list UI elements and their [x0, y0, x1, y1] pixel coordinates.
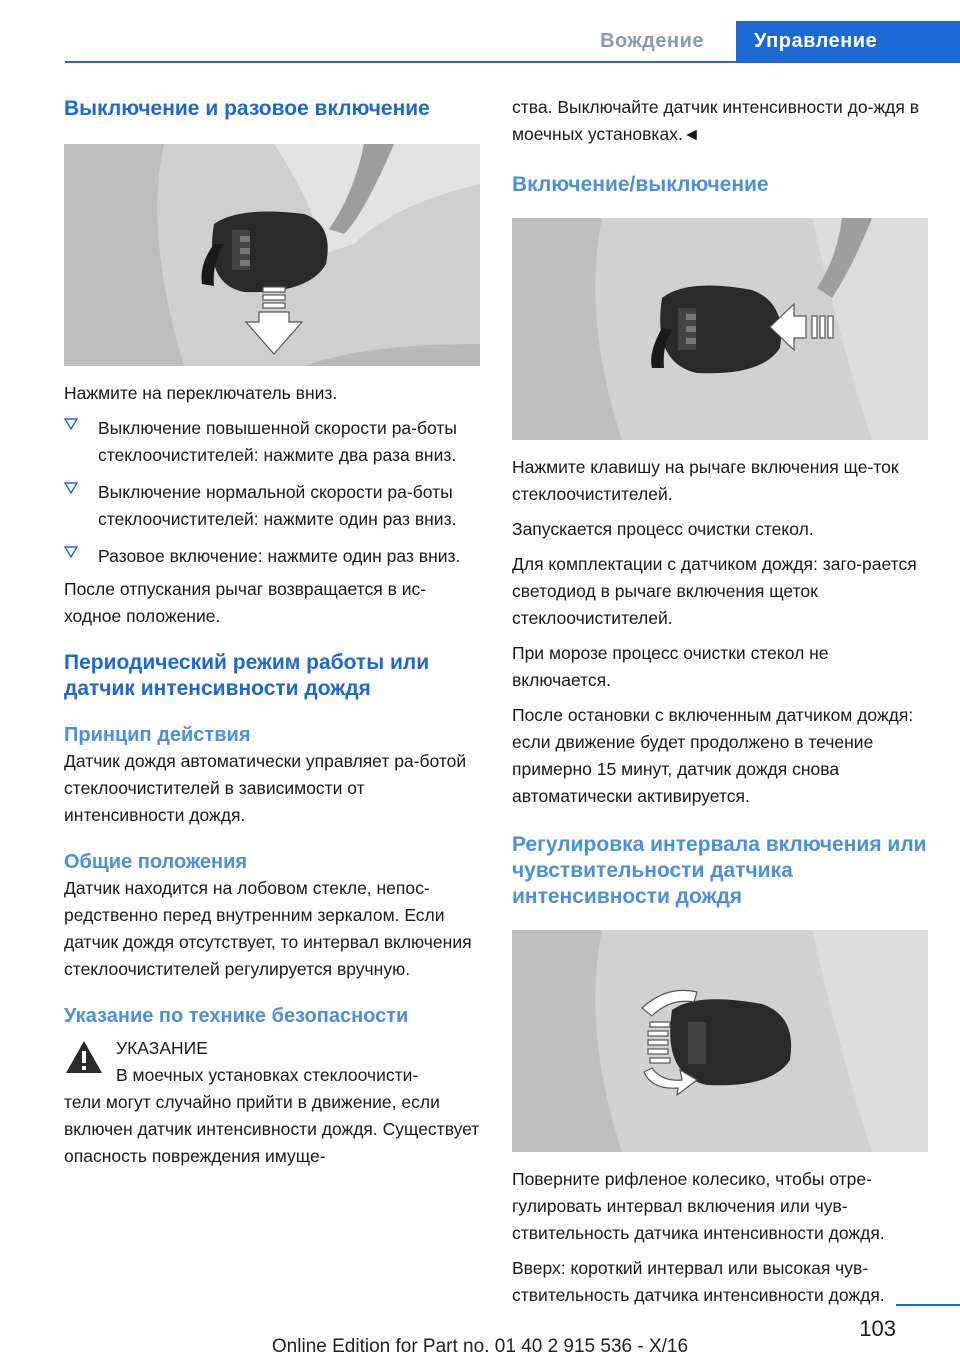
text-release: После отпускания рычаг возвращается в ис-ходное положение.	[64, 579, 427, 626]
text-turn-wheel: Поверните рифленое колесико, чтобы отре-гулировать интервал включения или чув-ствительность датчика интенсивности дождя.	[512, 1169, 885, 1243]
triangle-bullet-icon	[64, 481, 78, 495]
heading-general: Общие положения	[64, 851, 248, 873]
triangle-bullet-icon	[64, 417, 78, 431]
footer-rule	[896, 1304, 960, 1306]
text-start: Запускается процесс очистки стекол.	[512, 519, 814, 539]
heading-principle: Принцип действия	[64, 724, 251, 746]
left-column	[64, 96, 480, 1170]
text-press-button: Нажмите клавишу на рычаге включения ще-ток стеклоочистителей.	[512, 457, 899, 504]
bullet-text: Выключение нормальной скорости ра-боты стеклоочистителей: нажмите один раз вниз.	[98, 482, 457, 529]
section-tab[interactable]: Вождение	[600, 30, 704, 52]
right-column	[512, 96, 928, 1317]
bullet-list	[64, 415, 480, 570]
page-number: 103	[859, 1316, 896, 1341]
text-led: Для комплектации с датчиком дождя: заго-рается светодиод в рычаге включения щеток стеклоочистителей.	[512, 554, 917, 628]
text-press-down: Нажмите на переключатель вниз.	[64, 383, 338, 403]
text-general: Датчик находится на лобовом стекле, непос-редственно перед внутренним зеркалом. Если датчик дождя отсутствует, то интервал включения стеклоочистителей регулируется вручную.	[64, 878, 472, 979]
knurled-wheel-illustration	[512, 930, 928, 1152]
heading-on-off: Включение/выключение	[512, 173, 769, 196]
chapter-tab[interactable]: Управление	[736, 21, 960, 61]
heading-off-single: Выключение и разовое включение	[64, 97, 430, 120]
figure-lever-button	[512, 218, 928, 440]
text-after-stop: После остановки с включенным датчиком дождя: если движение будет продолжено в течение примерно 15 минут, датчик дождя снова автоматически активируется.	[512, 705, 914, 806]
figure-lever-press-down	[64, 144, 480, 366]
heading-interval-mode: Периодический режим работы или датчик интенсивности дождя	[64, 651, 430, 700]
text-continued: ства. Выключайте датчик интенсивности до-ждя в моечных установках.◄	[512, 97, 920, 144]
heading-adjust: Регулировка интервала включения или чувствительности датчика интенсивности дождя	[512, 833, 927, 908]
text-principle: Датчик дождя автоматически управляет ра-ботой стеклоочистителей в зависимости от интенсивности дождя.	[64, 751, 467, 825]
warning-triangle-icon	[64, 1039, 104, 1075]
warning-box	[64, 1035, 480, 1170]
triangle-bullet-icon	[64, 545, 78, 559]
list-item	[64, 415, 480, 469]
edition-footer: Online Edition for Part no. 01 40 2 915 536 - X/16	[271, 1336, 689, 1357]
list-item	[64, 543, 480, 570]
text-frost: При морозе процесс очистки стекол не включается.	[512, 643, 829, 690]
heading-safety: Указание по технике безопасности	[64, 1005, 409, 1027]
text-up: Вверх: короткий интервал или высокая чув-ствительность датчика интенсивности дождя.	[512, 1258, 885, 1305]
bullet-text: Разовое включение: нажмите один раз вниз.	[98, 546, 461, 566]
warning-text: тели могут случайно прийти в движение, если включен датчик интенсивности дождя. Существует опасность повреждения имуще-	[64, 1092, 480, 1166]
lever-press-down-illustration	[64, 144, 480, 366]
bullet-text: Выключение повышенной скорости ра-боты стеклоочистителей: нажмите два раза вниз.	[98, 418, 457, 465]
list-item	[64, 479, 480, 533]
header-rule	[65, 61, 960, 63]
page-header	[0, 21, 960, 61]
warning-title: УКАЗАНИЕ	[116, 1038, 208, 1058]
lever-button-illustration	[512, 218, 928, 440]
figure-knurled-wheel	[512, 930, 928, 1152]
warning-line1: В моечных установках стеклоочисти-	[116, 1065, 419, 1085]
